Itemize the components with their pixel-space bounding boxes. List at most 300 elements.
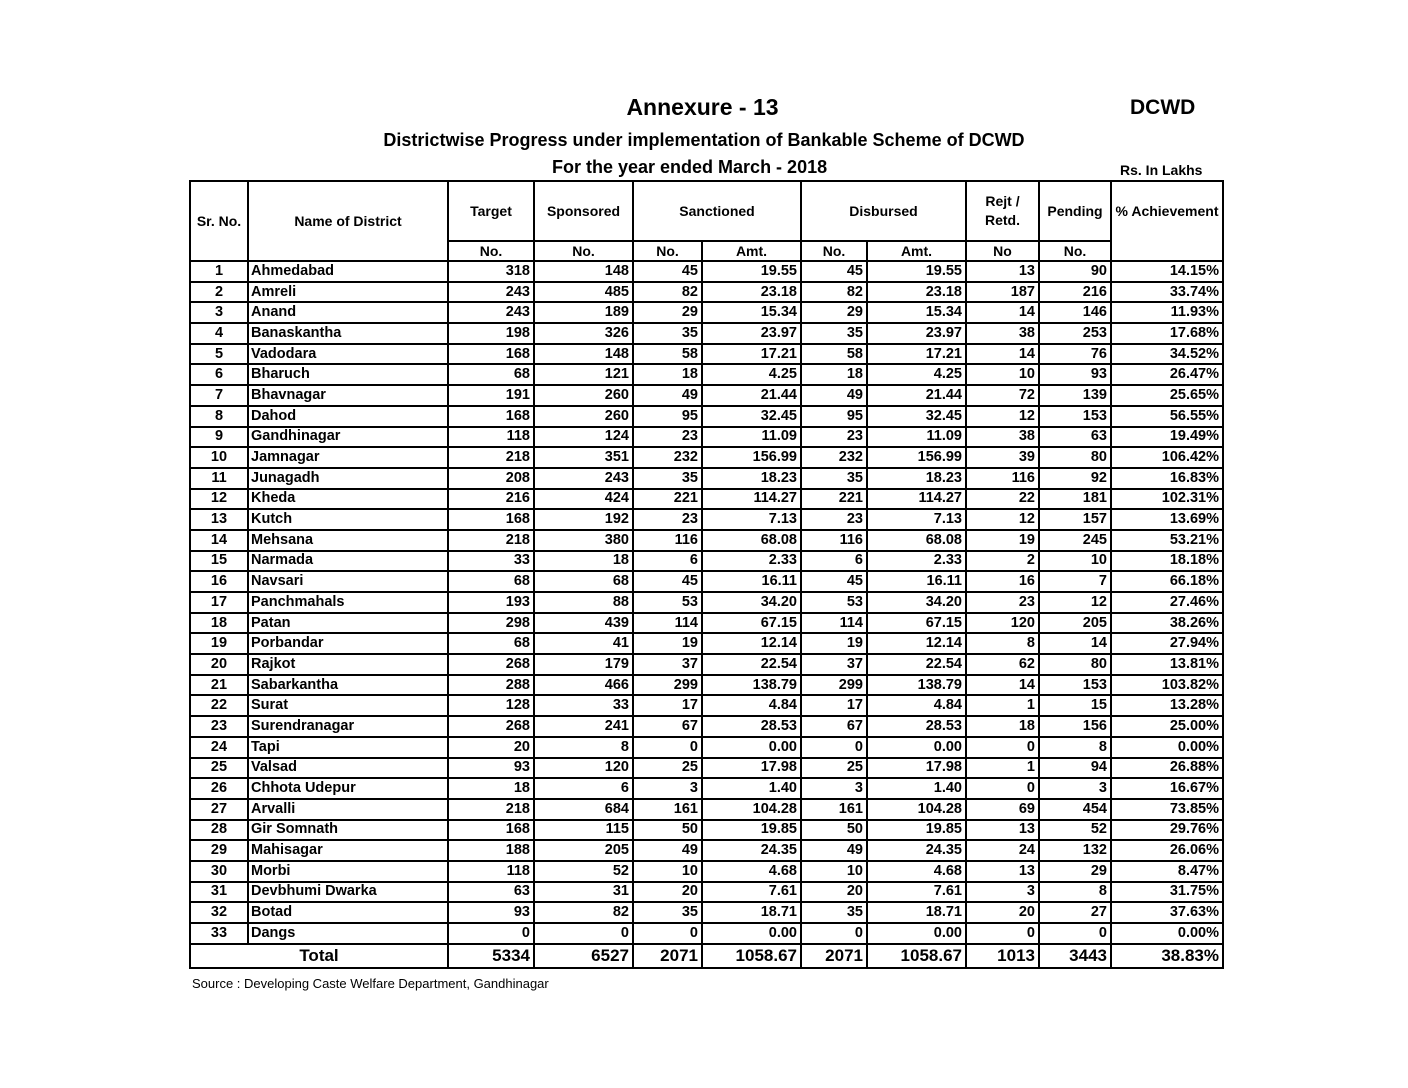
cell-sr-no: 31: [190, 882, 248, 903]
cell-rejected: 14: [966, 302, 1039, 323]
cell-target: 168: [448, 509, 534, 530]
cell-achievement: 29.76%: [1111, 820, 1223, 841]
table-row: [190, 758, 1223, 779]
cell-sanctioned-no: 0: [633, 923, 702, 944]
cell-disbursed-amt: 1.40: [867, 778, 966, 799]
cell-sanctioned-amt: 67.15: [702, 613, 801, 634]
cell-sanctioned-no: 114: [633, 613, 702, 634]
cell-achievement: 13.69%: [1111, 509, 1223, 530]
cell-disbursed-no: 82: [801, 282, 867, 303]
cell-pending: 157: [1039, 509, 1111, 530]
cell-rejected: 13: [966, 261, 1039, 282]
subheader-sanctioned-no: No.: [633, 241, 702, 261]
cell-sponsored: 684: [534, 799, 633, 820]
cell-sanctioned-amt: 11.09: [702, 427, 801, 448]
subheader-pending-no: No.: [1039, 241, 1111, 261]
cell-sponsored: 52: [534, 861, 633, 882]
page-title: [0, 94, 1408, 121]
cell-sanctioned-no: 161: [633, 799, 702, 820]
cell-target: 168: [448, 406, 534, 427]
cell-achievement: 26.88%: [1111, 758, 1223, 779]
cell-sanctioned-no: 23: [633, 509, 702, 530]
cell-sr-no: 28: [190, 820, 248, 841]
cell-achievement: 27.94%: [1111, 633, 1223, 654]
cell-disbursed-amt: 18.71: [867, 902, 966, 923]
cell-disbursed-amt: 17.98: [867, 758, 966, 779]
table-row: [190, 344, 1223, 365]
cell-achievement: 27.46%: [1111, 592, 1223, 613]
cell-district: Arvalli: [248, 799, 448, 820]
cell-disbursed-no: 35: [801, 468, 867, 489]
table-row: [190, 716, 1223, 737]
cell-sanctioned-amt: 18.71: [702, 902, 801, 923]
cell-district: Junagadh: [248, 468, 448, 489]
cell-sponsored: 120: [534, 758, 633, 779]
cell-rejected: 14: [966, 344, 1039, 365]
cell-sanctioned-amt: 22.54: [702, 654, 801, 675]
cell-pending: 92: [1039, 468, 1111, 489]
cell-sanctioned-amt: 68.08: [702, 530, 801, 551]
cell-rejected: 20: [966, 902, 1039, 923]
cell-pending: 29: [1039, 861, 1111, 882]
cell-rejected: 23: [966, 592, 1039, 613]
cell-achievement: 18.18%: [1111, 551, 1223, 572]
cell-pending: 153: [1039, 406, 1111, 427]
cell-achievement: 16.67%: [1111, 778, 1223, 799]
cell-achievement: 13.81%: [1111, 654, 1223, 675]
cell-pending: 216: [1039, 282, 1111, 303]
cell-district: Bhavnagar: [248, 385, 448, 406]
table-row: [190, 882, 1223, 903]
cell-disbursed-amt: 67.15: [867, 613, 966, 634]
table-row: [190, 323, 1223, 344]
cell-district: Surendranagar: [248, 716, 448, 737]
cell-disbursed-no: 19: [801, 633, 867, 654]
cell-district: Navsari: [248, 571, 448, 592]
cell-sanctioned-amt: 104.28: [702, 799, 801, 820]
cell-achievement: 66.18%: [1111, 571, 1223, 592]
cell-disbursed-amt: 19.55: [867, 261, 966, 282]
cell-pending: 80: [1039, 654, 1111, 675]
table-row: [190, 571, 1223, 592]
cell-sponsored: 124: [534, 427, 633, 448]
cell-sanctioned-amt: 28.53: [702, 716, 801, 737]
total-sanctioned-amt: 1058.67: [702, 944, 801, 968]
cell-sr-no: 18: [190, 613, 248, 634]
header-pending: Pending: [1039, 181, 1111, 241]
cell-disbursed-no: 114: [801, 613, 867, 634]
cell-sanctioned-amt: 156.99: [702, 447, 801, 468]
cell-achievement: 14.15%: [1111, 261, 1223, 282]
cell-disbursed-no: 29: [801, 302, 867, 323]
cell-sr-no: 16: [190, 571, 248, 592]
cell-sanctioned-no: 6: [633, 551, 702, 572]
cell-pending: 94: [1039, 758, 1111, 779]
cell-sponsored: 466: [534, 675, 633, 696]
cell-disbursed-amt: 15.34: [867, 302, 966, 323]
cell-target: 218: [448, 530, 534, 551]
table-row: [190, 799, 1223, 820]
table-row: [190, 840, 1223, 861]
cell-pending: 27: [1039, 902, 1111, 923]
cell-sr-no: 17: [190, 592, 248, 613]
table-row: [190, 551, 1223, 572]
header-sanctioned: Sanctioned: [633, 181, 801, 241]
cell-pending: 7: [1039, 571, 1111, 592]
cell-district: Jamnagar: [248, 447, 448, 468]
cell-sanctioned-no: 67: [633, 716, 702, 737]
cell-sanctioned-no: 58: [633, 344, 702, 365]
cell-district: Gandhinagar: [248, 427, 448, 448]
cell-sr-no: 4: [190, 323, 248, 344]
cell-sr-no: 7: [190, 385, 248, 406]
cell-achievement: 102.31%: [1111, 489, 1223, 510]
cell-rejected: 12: [966, 509, 1039, 530]
cell-disbursed-amt: 28.53: [867, 716, 966, 737]
cell-rejected: 116: [966, 468, 1039, 489]
table-row: [190, 364, 1223, 385]
table-row: [190, 468, 1223, 489]
cell-rejected: 38: [966, 323, 1039, 344]
cell-target: 191: [448, 385, 534, 406]
cell-sanctioned-amt: 114.27: [702, 489, 801, 510]
cell-district: Chhota Udepur: [248, 778, 448, 799]
cell-disbursed-amt: 16.11: [867, 571, 966, 592]
cell-rejected: 13: [966, 861, 1039, 882]
cell-rejected: 0: [966, 737, 1039, 758]
cell-sr-no: 30: [190, 861, 248, 882]
cell-target: 318: [448, 261, 534, 282]
cell-sanctioned-amt: 138.79: [702, 675, 801, 696]
cell-disbursed-amt: 7.13: [867, 509, 966, 530]
table-row: [190, 633, 1223, 654]
cell-sanctioned-amt: 1.40: [702, 778, 801, 799]
cell-achievement: 56.55%: [1111, 406, 1223, 427]
cell-rejected: 2: [966, 551, 1039, 572]
total-row: [190, 944, 1223, 968]
cell-disbursed-no: 67: [801, 716, 867, 737]
cell-sanctioned-amt: 4.68: [702, 861, 801, 882]
cell-target: 218: [448, 799, 534, 820]
cell-achievement: 73.85%: [1111, 799, 1223, 820]
cell-rejected: 62: [966, 654, 1039, 675]
cell-pending: 3: [1039, 778, 1111, 799]
cell-sr-no: 26: [190, 778, 248, 799]
cell-achievement: 11.93%: [1111, 302, 1223, 323]
cell-target: 18: [448, 778, 534, 799]
units-label: Rs. In Lakhs: [1120, 162, 1203, 178]
cell-district: Dangs: [248, 923, 448, 944]
cell-sr-no: 32: [190, 902, 248, 923]
cell-rejected: 69: [966, 799, 1039, 820]
cell-disbursed-amt: 11.09: [867, 427, 966, 448]
cell-sanctioned-amt: 32.45: [702, 406, 801, 427]
cell-sanctioned-no: 116: [633, 530, 702, 551]
cell-target: 268: [448, 716, 534, 737]
header-sponsored: Sponsored: [534, 181, 633, 241]
cell-sponsored: 424: [534, 489, 633, 510]
cell-sr-no: 5: [190, 344, 248, 365]
cell-target: 118: [448, 427, 534, 448]
total-sanctioned-no: 2071: [633, 944, 702, 968]
cell-sanctioned-amt: 4.84: [702, 695, 801, 716]
cell-target: 168: [448, 820, 534, 841]
cell-target: 268: [448, 654, 534, 675]
cell-sanctioned-no: 37: [633, 654, 702, 675]
cell-sanctioned-amt: 23.18: [702, 282, 801, 303]
cell-disbursed-no: 23: [801, 427, 867, 448]
cell-disbursed-no: 0: [801, 923, 867, 944]
cell-sr-no: 15: [190, 551, 248, 572]
table-body: [190, 261, 1223, 944]
cell-achievement: 8.47%: [1111, 861, 1223, 882]
cell-district: Tapi: [248, 737, 448, 758]
cell-achievement: 0.00%: [1111, 923, 1223, 944]
table-row: [190, 737, 1223, 758]
cell-sanctioned-no: 49: [633, 840, 702, 861]
cell-target: 168: [448, 344, 534, 365]
cell-sanctioned-amt: 17.21: [702, 344, 801, 365]
table-row: [190, 861, 1223, 882]
cell-disbursed-no: 49: [801, 840, 867, 861]
cell-district: Kheda: [248, 489, 448, 510]
cell-sponsored: 18: [534, 551, 633, 572]
cell-disbursed-no: 0: [801, 737, 867, 758]
subheader-rejected-no: No: [966, 241, 1039, 261]
cell-sponsored: 351: [534, 447, 633, 468]
cell-target: 198: [448, 323, 534, 344]
cell-disbursed-no: 3: [801, 778, 867, 799]
cell-pending: 52: [1039, 820, 1111, 841]
cell-district: Vadodara: [248, 344, 448, 365]
district-progress-table: [189, 180, 1224, 969]
subheader-sanctioned-amt: Amt.: [702, 241, 801, 261]
cell-sanctioned-amt: 19.85: [702, 820, 801, 841]
cell-disbursed-no: 25: [801, 758, 867, 779]
total-target: 5334: [448, 944, 534, 968]
cell-sanctioned-no: 35: [633, 468, 702, 489]
cell-rejected: 8: [966, 633, 1039, 654]
table-row: [190, 509, 1223, 530]
cell-achievement: 0.00%: [1111, 737, 1223, 758]
cell-disbursed-amt: 2.33: [867, 551, 966, 572]
table-row: [190, 654, 1223, 675]
cell-sanctioned-no: 25: [633, 758, 702, 779]
cell-disbursed-amt: 24.35: [867, 840, 966, 861]
cell-sr-no: 21: [190, 675, 248, 696]
table-row: [190, 923, 1223, 944]
cell-pending: 181: [1039, 489, 1111, 510]
subheader-disbursed-amt: Amt.: [867, 241, 966, 261]
cell-district: Narmada: [248, 551, 448, 572]
cell-sr-no: 25: [190, 758, 248, 779]
cell-pending: 12: [1039, 592, 1111, 613]
subheader-sponsored-no: No.: [534, 241, 633, 261]
cell-district: Botad: [248, 902, 448, 923]
total-disbursed-amt: 1058.67: [867, 944, 966, 968]
total-rejected: 1013: [966, 944, 1039, 968]
cell-sponsored: 148: [534, 344, 633, 365]
cell-sr-no: 20: [190, 654, 248, 675]
cell-pending: 253: [1039, 323, 1111, 344]
cell-sponsored: 260: [534, 406, 633, 427]
cell-sanctioned-amt: 7.61: [702, 882, 801, 903]
cell-rejected: 24: [966, 840, 1039, 861]
cell-pending: 153: [1039, 675, 1111, 696]
cell-sanctioned-amt: 23.97: [702, 323, 801, 344]
cell-disbursed-no: 23: [801, 509, 867, 530]
cell-rejected: 10: [966, 364, 1039, 385]
cell-target: 218: [448, 447, 534, 468]
cell-rejected: 19: [966, 530, 1039, 551]
cell-target: 0: [448, 923, 534, 944]
cell-sponsored: 485: [534, 282, 633, 303]
cell-rejected: 13: [966, 820, 1039, 841]
cell-achievement: 19.49%: [1111, 427, 1223, 448]
cell-district: Anand: [248, 302, 448, 323]
subheader-target-no: No.: [448, 241, 534, 261]
cell-pending: 132: [1039, 840, 1111, 861]
cell-sr-no: 10: [190, 447, 248, 468]
cell-pending: 15: [1039, 695, 1111, 716]
cell-target: 68: [448, 571, 534, 592]
cell-disbursed-amt: 32.45: [867, 406, 966, 427]
cell-district: Devbhumi Dwarka: [248, 882, 448, 903]
cell-sr-no: 8: [190, 406, 248, 427]
cell-sponsored: 33: [534, 695, 633, 716]
cell-sanctioned-no: 3: [633, 778, 702, 799]
cell-target: 20: [448, 737, 534, 758]
cell-pending: 139: [1039, 385, 1111, 406]
cell-disbursed-amt: 156.99: [867, 447, 966, 468]
cell-disbursed-amt: 68.08: [867, 530, 966, 551]
header-disbursed: Disbursed: [801, 181, 966, 241]
table-row: [190, 613, 1223, 634]
cell-disbursed-no: 53: [801, 592, 867, 613]
cell-district: Banaskantha: [248, 323, 448, 344]
cell-target: 68: [448, 364, 534, 385]
cell-rejected: 0: [966, 778, 1039, 799]
cell-disbursed-no: 58: [801, 344, 867, 365]
cell-rejected: 14: [966, 675, 1039, 696]
table-row: [190, 385, 1223, 406]
subheader-disbursed-no: No.: [801, 241, 867, 261]
cell-sponsored: 189: [534, 302, 633, 323]
table-row: [190, 406, 1223, 427]
cell-sanctioned-amt: 24.35: [702, 840, 801, 861]
cell-sanctioned-amt: 18.23: [702, 468, 801, 489]
cell-sponsored: 41: [534, 633, 633, 654]
cell-target: 93: [448, 758, 534, 779]
cell-target: 93: [448, 902, 534, 923]
header-target: Target: [448, 181, 534, 241]
cell-target: 208: [448, 468, 534, 489]
cell-sanctioned-amt: 34.20: [702, 592, 801, 613]
table-row: [190, 302, 1223, 323]
cell-disbursed-amt: 23.97: [867, 323, 966, 344]
cell-sanctioned-no: 29: [633, 302, 702, 323]
cell-sanctioned-no: 299: [633, 675, 702, 696]
cell-achievement: 26.06%: [1111, 840, 1223, 861]
cell-target: 63: [448, 882, 534, 903]
cell-disbursed-no: 37: [801, 654, 867, 675]
cell-pending: 10: [1039, 551, 1111, 572]
cell-sanctioned-no: 10: [633, 861, 702, 882]
cell-district: Ahmedabad: [248, 261, 448, 282]
table-row: [190, 592, 1223, 613]
department-label: DCWD: [1130, 96, 1196, 119]
cell-achievement: 37.63%: [1111, 902, 1223, 923]
cell-disbursed-no: 35: [801, 902, 867, 923]
table-row: [190, 427, 1223, 448]
cell-rejected: 187: [966, 282, 1039, 303]
cell-sanctioned-no: 0: [633, 737, 702, 758]
cell-disbursed-no: 221: [801, 489, 867, 510]
cell-rejected: 18: [966, 716, 1039, 737]
cell-achievement: 31.75%: [1111, 882, 1223, 903]
cell-sanctioned-no: 95: [633, 406, 702, 427]
cell-sr-no: 14: [190, 530, 248, 551]
cell-sponsored: 88: [534, 592, 633, 613]
cell-sanctioned-amt: 4.25: [702, 364, 801, 385]
cell-sr-no: 3: [190, 302, 248, 323]
cell-disbursed-amt: 0.00: [867, 737, 966, 758]
cell-target: 188: [448, 840, 534, 861]
cell-pending: 14: [1039, 633, 1111, 654]
cell-sanctioned-amt: 7.13: [702, 509, 801, 530]
cell-pending: 80: [1039, 447, 1111, 468]
cell-district: Bharuch: [248, 364, 448, 385]
cell-rejected: 39: [966, 447, 1039, 468]
cell-district: Patan: [248, 613, 448, 634]
cell-disbursed-amt: 0.00: [867, 923, 966, 944]
cell-sanctioned-amt: 2.33: [702, 551, 801, 572]
cell-achievement: 33.74%: [1111, 282, 1223, 303]
header-district: Name of District: [248, 181, 448, 261]
cell-disbursed-no: 50: [801, 820, 867, 841]
cell-rejected: 72: [966, 385, 1039, 406]
cell-achievement: 26.47%: [1111, 364, 1223, 385]
cell-sr-no: 11: [190, 468, 248, 489]
cell-rejected: 12: [966, 406, 1039, 427]
cell-sanctioned-amt: 21.44: [702, 385, 801, 406]
cell-target: 33: [448, 551, 534, 572]
cell-sanctioned-amt: 12.14: [702, 633, 801, 654]
header-sr-no: Sr. No.: [190, 181, 248, 261]
cell-rejected: 1: [966, 758, 1039, 779]
period-label: For the year ended March - 2018: [552, 157, 828, 177]
cell-disbursed-amt: 19.85: [867, 820, 966, 841]
cell-rejected: 22: [966, 489, 1039, 510]
cell-sanctioned-no: 19: [633, 633, 702, 654]
cell-sponsored: 8: [534, 737, 633, 758]
cell-disbursed-amt: 114.27: [867, 489, 966, 510]
cell-sr-no: 1: [190, 261, 248, 282]
cell-disbursed-amt: 12.14: [867, 633, 966, 654]
cell-sanctioned-amt: 0.00: [702, 737, 801, 758]
total-achievement: 38.83%: [1111, 944, 1223, 968]
cell-target: 128: [448, 695, 534, 716]
cell-achievement: 16.83%: [1111, 468, 1223, 489]
cell-target: 298: [448, 613, 534, 634]
cell-district: Valsad: [248, 758, 448, 779]
cell-pending: 8: [1039, 882, 1111, 903]
cell-sr-no: 22: [190, 695, 248, 716]
cell-district: Porbandar: [248, 633, 448, 654]
cell-district: Panchmahals: [248, 592, 448, 613]
cell-sponsored: 260: [534, 385, 633, 406]
cell-sanctioned-amt: 17.98: [702, 758, 801, 779]
